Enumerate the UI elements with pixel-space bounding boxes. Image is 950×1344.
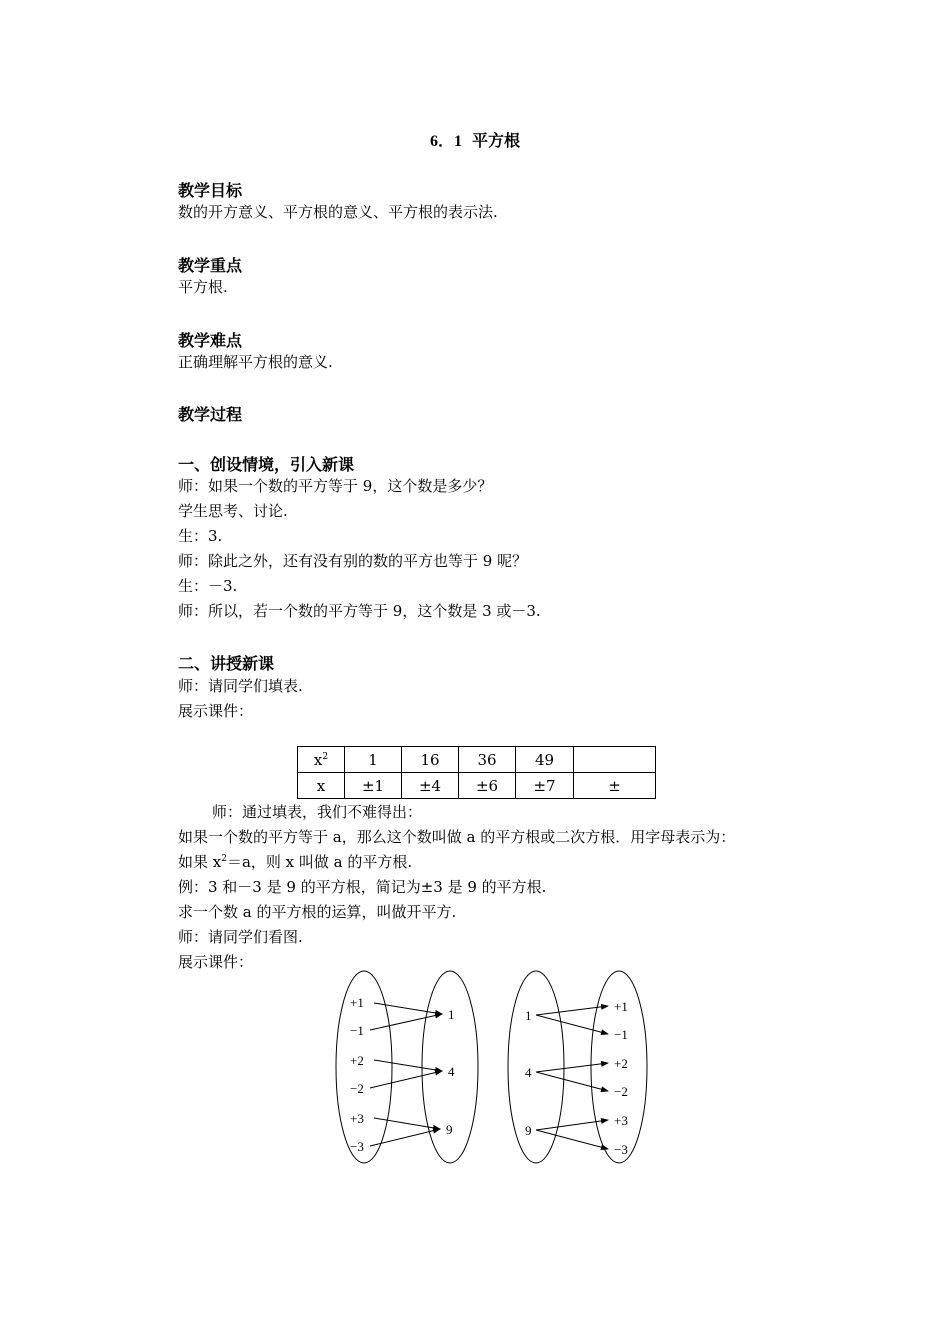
left-square-label: 4	[448, 1064, 455, 1079]
part1-line: 师：如果一个数的平方等于 9，这个数是多少？	[178, 477, 493, 495]
definition-line: 如果 $x^2=a$，则 x 叫做 a 的平方根.	[178, 853, 413, 871]
example-line: 例：3 和－3 是 9 的平方根，简记为±3 是 9 的平方根.	[178, 878, 547, 896]
mapping-arrow	[374, 1003, 442, 1014]
explanation-line: 求一个数 a 的平方根的运算，叫做开平方.	[178, 903, 457, 921]
table-header-cell: $x^2$	[298, 747, 345, 773]
part1-line: 学生思考、讨论.	[178, 502, 288, 520]
mapping-arrow	[370, 1014, 442, 1030]
left-root-label: +3	[350, 1111, 364, 1126]
part2-line: 师：请同学们填表.	[178, 677, 303, 695]
part2-line: 展示课件：	[178, 702, 254, 720]
left-root-label: +2	[350, 1053, 364, 1068]
left-square-label: 9	[446, 1122, 453, 1137]
table-cell: ±4	[402, 773, 459, 799]
left-root-label: −2	[350, 1081, 364, 1096]
right-root-label: +3	[614, 1113, 628, 1128]
key-text: 平方根.	[178, 278, 228, 296]
table-cell: 49	[516, 747, 574, 773]
table-row	[298, 773, 656, 799]
left-root-label: −1	[350, 1023, 364, 1038]
explanation-line: 如果一个数的平方等于 a，那么这个数叫做 a 的平方根或二次方根．用字母表示为：	[178, 828, 736, 846]
table-cell: ±1	[345, 773, 402, 799]
table-cell: ±6	[459, 773, 516, 799]
right-root-label: +2	[614, 1056, 628, 1071]
title-text: 平方根	[472, 133, 521, 150]
table-cell	[574, 747, 656, 773]
right-square-label: 1	[525, 1008, 532, 1023]
table-cell: ±7	[516, 773, 574, 799]
mapping-diagram	[330, 970, 650, 1172]
process-heading: 教学过程	[178, 405, 243, 424]
right-root-label: −1	[614, 1027, 628, 1042]
table-row	[298, 747, 656, 773]
goal-heading: 教学目标	[178, 181, 243, 200]
mapping-arrow	[536, 1063, 608, 1072]
right-square-label: 4	[525, 1065, 532, 1080]
table-cell: 36	[459, 747, 516, 773]
mapping-arrow	[370, 1071, 442, 1088]
table-cell: 1	[345, 747, 402, 773]
right-square-label: 9	[525, 1123, 532, 1138]
explanation-line: 展示课件：	[178, 953, 254, 971]
key-heading: 教学重点	[178, 256, 243, 275]
left-root-label: −3	[350, 1139, 364, 1154]
right-squares-oval	[508, 971, 564, 1163]
left-roots-oval	[336, 971, 392, 1163]
mapping-arrow	[536, 1006, 608, 1015]
left-square-label: 1	[448, 1007, 455, 1022]
part1-line: 生：－3.	[178, 577, 238, 595]
table-cell: 16	[402, 747, 459, 773]
right-root-label: −2	[614, 1084, 628, 1099]
right-root-label: −3	[614, 1142, 628, 1157]
explanation-line: 师：通过填表，我们不难得出：	[212, 803, 423, 821]
mapping-arrow	[374, 1118, 440, 1129]
part1-heading: 一、创设情境，引入新课	[178, 455, 355, 474]
part1-line: 师：所以，若一个数的平方等于 9，这个数是 3 或－3.	[178, 602, 541, 620]
mapping-arrow	[374, 1060, 442, 1071]
mapping-arrow	[536, 1130, 608, 1149]
page-title	[0, 128, 950, 151]
part1-line: 生：3.	[178, 527, 223, 545]
title-number: 6．1	[429, 133, 462, 150]
right-root-label: +1	[614, 999, 628, 1014]
table-cell: ±	[574, 773, 656, 799]
part2-heading: 二、讲授新课	[178, 654, 275, 673]
explanation-line: 师：请同学们看图.	[178, 928, 303, 946]
mapping-arrow	[536, 1072, 608, 1091]
left-root-label: +1	[350, 995, 364, 1010]
difficulty-heading: 教学难点	[178, 331, 243, 350]
mapping-arrow	[370, 1129, 440, 1146]
part1-line: 师：除此之外，还有没有别的数的平方也等于 9 呢？	[178, 552, 528, 570]
fill-in-table	[297, 746, 656, 799]
mapping-arrow	[536, 1015, 608, 1034]
goal-text: 数的开方意义、平方根的意义、平方根的表示法.	[178, 203, 498, 221]
difficulty-text: 正确理解平方根的意义.	[178, 353, 333, 371]
table-header-cell: x	[298, 773, 345, 799]
